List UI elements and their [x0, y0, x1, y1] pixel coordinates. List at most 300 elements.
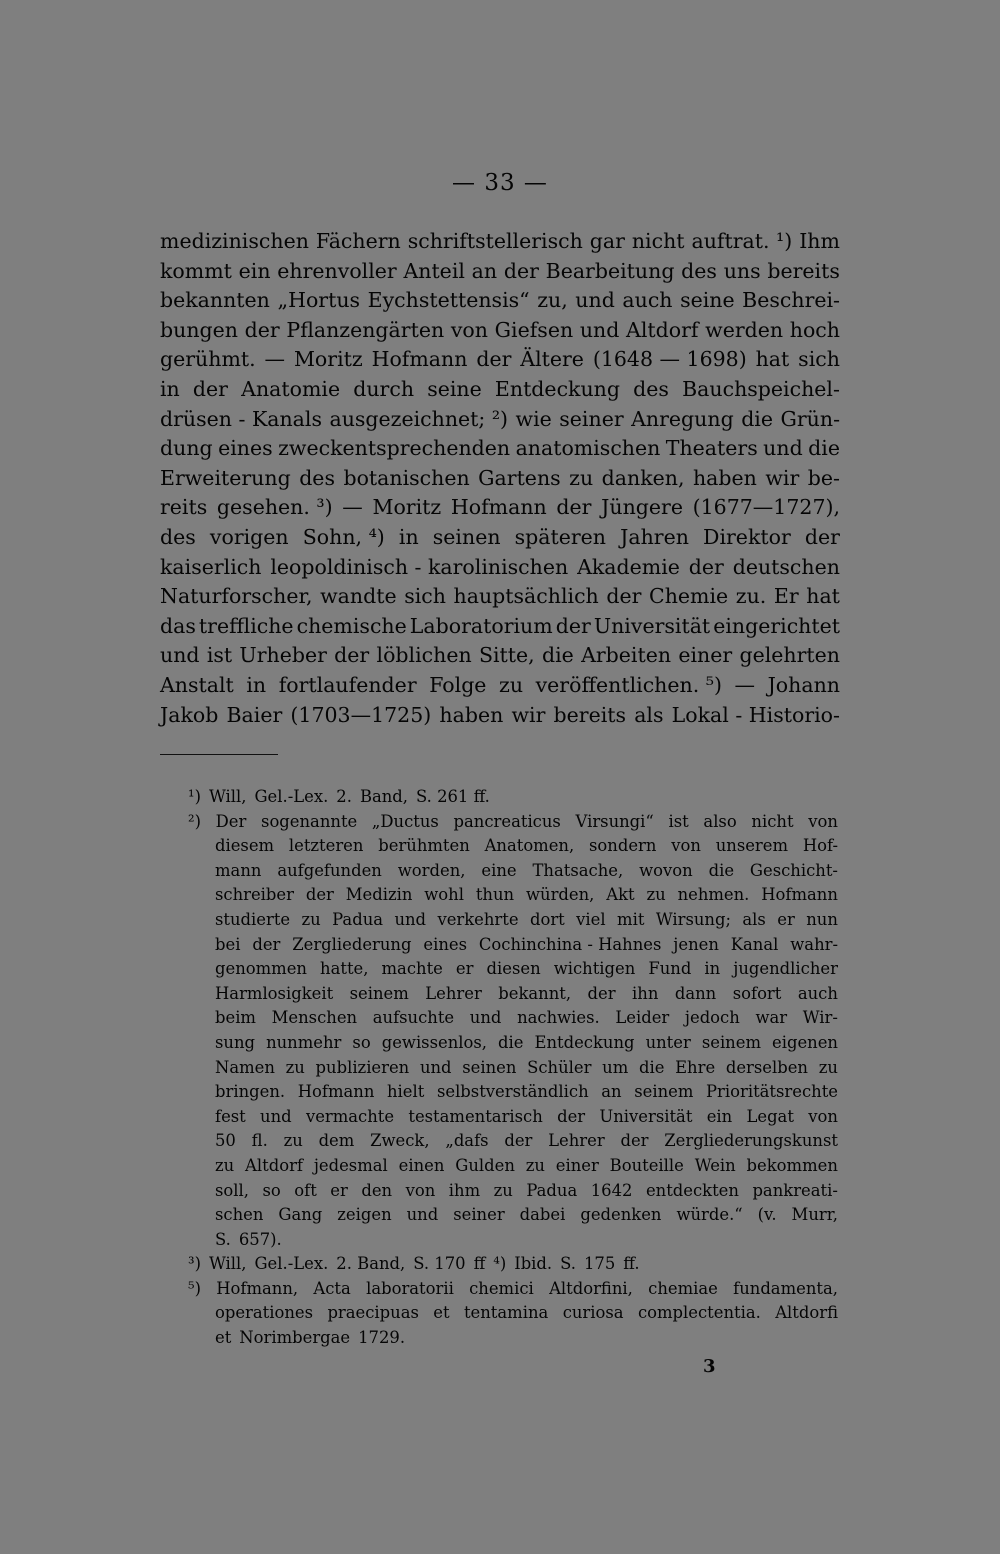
- word: Fund: [648, 959, 692, 979]
- word: Pflanzengärten: [286, 317, 445, 342]
- word: Anregung: [631, 406, 734, 431]
- word: Laboratorium: [409, 613, 553, 638]
- footnote-line: [188, 1080, 838, 1105]
- word: gerühmt.: [160, 347, 256, 372]
- word: der: [555, 613, 591, 638]
- word: Fächern: [315, 229, 401, 253]
- word: 2.: [336, 787, 352, 806]
- word: jedoch: [684, 1008, 740, 1028]
- footnote-divider: [160, 754, 278, 755]
- text-line: [160, 345, 840, 375]
- footnote-line: [188, 859, 838, 884]
- word: gewissenlos,: [381, 1032, 487, 1052]
- word: seinem: [634, 1082, 694, 1102]
- footnote-line: [188, 957, 838, 982]
- word: diesen: [486, 959, 541, 979]
- footnote-line: [188, 1252, 838, 1277]
- word: also: [703, 811, 737, 831]
- word: dort: [529, 909, 565, 929]
- word: Bearbeitung: [545, 258, 675, 283]
- word: studierte: [215, 909, 291, 929]
- word: 1642: [590, 1180, 633, 1200]
- word: Jüngere: [601, 495, 683, 520]
- word: operationes: [215, 1303, 314, 1323]
- word: Bouteille: [609, 1155, 684, 1175]
- footnote-line: [188, 1129, 838, 1154]
- word: und: [579, 317, 620, 342]
- word: wichtigen: [553, 959, 636, 979]
- word: diesem: [215, 836, 275, 856]
- word: soll,: [215, 1180, 249, 1200]
- footnote-line: [188, 1006, 838, 1031]
- word: laboratorii: [366, 1278, 454, 1298]
- word: sogenannte: [261, 811, 358, 831]
- word: hat: [755, 347, 790, 372]
- footnote-line: [188, 982, 838, 1007]
- word: als: [742, 909, 766, 929]
- word: seinen: [462, 1057, 517, 1077]
- word: zu: [301, 909, 321, 929]
- word: Entdeckung: [494, 376, 620, 401]
- footnote-line: [188, 1277, 838, 1302]
- word: Altdorf: [245, 1155, 303, 1175]
- word: die: [541, 643, 574, 668]
- footnotes: [188, 785, 838, 1351]
- word: Zergliederungskunst: [664, 1131, 838, 1151]
- word: von: [405, 1180, 436, 1200]
- word: Prioritätsrechte: [706, 1082, 838, 1102]
- word: und: [260, 1106, 292, 1126]
- word: der: [557, 1106, 586, 1126]
- word: hoch: [789, 317, 840, 342]
- word: Hofmann: [450, 495, 547, 520]
- footnote-line: [188, 1056, 838, 1081]
- word: eingerichtet: [713, 613, 840, 638]
- word: Grün-: [780, 406, 840, 431]
- word: Namen: [215, 1057, 275, 1077]
- word: (1648 — 1698): [592, 347, 747, 372]
- word: gedenken: [580, 1205, 662, 1225]
- word: wir: [765, 465, 800, 490]
- text-line: [160, 316, 840, 346]
- word: fortlaufender: [278, 672, 417, 697]
- word: 1729.: [358, 1328, 406, 1348]
- word: Menschen: [271, 1008, 358, 1028]
- footnote-line: [188, 908, 838, 933]
- word: be-: [807, 465, 840, 490]
- word: zweckentsprechenden: [278, 436, 511, 461]
- word: Medizin: [345, 885, 413, 905]
- word: hatte,: [320, 959, 369, 979]
- word: worden,: [397, 860, 466, 880]
- word: der: [804, 524, 840, 549]
- word: ihm: [448, 1180, 481, 1200]
- word: Naturforscher,: [160, 584, 313, 609]
- word: Akademie: [577, 554, 680, 579]
- word: zu: [646, 885, 666, 905]
- word: entdeckten: [645, 1180, 739, 1200]
- word: jugendlicher: [733, 959, 838, 979]
- word: an: [601, 1082, 622, 1102]
- word: Bauchspeichel-: [682, 376, 840, 401]
- word: Hofmann: [297, 1082, 375, 1102]
- word: Er: [773, 584, 799, 609]
- word: „Ductus: [371, 811, 439, 831]
- word: bekommen: [746, 1155, 838, 1175]
- word: (1703—1725): [290, 702, 432, 727]
- word: aufgefunden: [277, 860, 382, 880]
- word: zu: [283, 1131, 303, 1151]
- word: —: [342, 495, 363, 520]
- word: Padua: [526, 1180, 578, 1200]
- word: so: [352, 1032, 371, 1052]
- word: seinen: [432, 524, 501, 549]
- word: ihn: [632, 983, 659, 1003]
- word: zu,: [537, 288, 568, 313]
- word: dabei: [519, 1205, 566, 1225]
- word: mit: [617, 909, 645, 929]
- word: der: [606, 584, 642, 609]
- word: zu: [493, 1180, 513, 1200]
- word: Will,: [208, 787, 247, 806]
- footnote-line: [188, 1179, 838, 1204]
- word: von: [450, 317, 488, 342]
- word: fl.: [251, 1131, 268, 1151]
- word: gar: [589, 229, 625, 253]
- word: Wein: [694, 1155, 736, 1175]
- word: eines: [218, 436, 273, 461]
- word: —: [734, 672, 756, 697]
- word: Hof-: [802, 836, 838, 856]
- word: zu: [499, 672, 524, 697]
- word: Norimbergae: [239, 1328, 351, 1348]
- word: wir: [511, 702, 546, 727]
- footnote-line: [188, 1228, 838, 1253]
- word: 50: [215, 1131, 236, 1151]
- word: Geschicht-: [749, 860, 838, 880]
- word: und: [469, 1008, 502, 1028]
- word: wovon: [639, 860, 693, 880]
- word: haben: [692, 465, 757, 490]
- word: Entdeckung: [534, 1032, 635, 1052]
- word: Johann: [767, 672, 840, 697]
- word: 2. Band,: [336, 1254, 406, 1274]
- word: ist: [206, 643, 233, 668]
- word: Universität: [593, 613, 711, 638]
- word: hielt: [387, 1082, 425, 1102]
- word: bereits: [553, 702, 627, 727]
- main-text: [160, 227, 840, 730]
- word: Hofmann: [371, 347, 468, 372]
- word: die: [708, 860, 735, 880]
- text-line: [160, 553, 840, 583]
- word: löblichen: [376, 643, 472, 668]
- word: zu.: [735, 584, 767, 609]
- footnote-line: [188, 883, 838, 908]
- word: „dafs: [445, 1131, 489, 1151]
- word: würden,: [525, 885, 595, 905]
- word: et: [433, 1303, 450, 1323]
- word: Urheber: [239, 643, 327, 668]
- word: bereits: [767, 258, 840, 283]
- word: schreiber: [215, 885, 294, 905]
- word: Eychstettensis“: [367, 288, 530, 313]
- word: leopoldinisch - karolinischen: [270, 554, 569, 579]
- word: ⁵): [188, 1278, 201, 1298]
- word: Ihm: [799, 229, 840, 253]
- word: complectentia.: [637, 1303, 761, 1323]
- word: vermachte: [305, 1106, 395, 1126]
- word: die: [741, 406, 773, 431]
- word: ff: [473, 1254, 486, 1274]
- word: sung: [215, 1032, 256, 1052]
- word: Direktor: [703, 524, 791, 549]
- word: das: [160, 613, 196, 638]
- text-line: [160, 582, 840, 612]
- word: ehrenvoller: [277, 258, 397, 283]
- word: war: [755, 1008, 788, 1028]
- word: nachwies.: [517, 1008, 600, 1028]
- word: bekannten: [160, 288, 270, 313]
- footnote-line: [188, 1301, 838, 1326]
- word: der: [556, 495, 592, 520]
- word: Akt: [606, 885, 635, 905]
- word: seiner: [559, 406, 624, 431]
- word: S. 170: [413, 1254, 466, 1274]
- footnote-line: [188, 1105, 838, 1130]
- word: und: [394, 909, 427, 929]
- word: auch: [797, 983, 838, 1003]
- word: er: [455, 959, 474, 979]
- text-line: [160, 227, 840, 257]
- word: Schüler: [527, 1057, 592, 1077]
- word: seinem: [701, 1032, 761, 1052]
- word: uns: [723, 258, 761, 283]
- word: so: [262, 1180, 281, 1200]
- word: Der: [215, 811, 247, 831]
- word: gesehen. ³): [216, 495, 333, 520]
- word: viel: [576, 909, 606, 929]
- word: Giefsen: [494, 317, 574, 342]
- word: jedesmal: [313, 1155, 388, 1175]
- word: seinem: [349, 983, 409, 1003]
- word: ff.: [623, 1254, 640, 1274]
- word: der: [244, 317, 280, 342]
- text-line: [160, 434, 840, 464]
- word: letzteren: [288, 836, 364, 856]
- word: dann: [674, 983, 717, 1003]
- word: Hofmann,: [216, 1278, 299, 1298]
- word: fundamenta,: [733, 1278, 838, 1298]
- text-line: [160, 493, 840, 523]
- word: und: [160, 643, 200, 668]
- word: die: [638, 1057, 665, 1077]
- word: der: [587, 983, 616, 1003]
- word: Padua: [332, 909, 384, 929]
- word: einen: [398, 1155, 445, 1175]
- word: curiosa: [562, 1303, 624, 1323]
- word: Leider: [615, 1008, 670, 1028]
- word: er: [330, 1180, 348, 1200]
- footnote-line: [188, 785, 838, 810]
- text-line: [160, 464, 840, 494]
- word: Wirsung;: [655, 909, 731, 929]
- word: derselben: [725, 1057, 808, 1077]
- word: hat: [806, 584, 840, 609]
- word: botanischen: [343, 465, 470, 490]
- word: chemiae: [648, 1278, 718, 1298]
- word: Acta: [313, 1278, 351, 1298]
- word: wahr-: [790, 934, 838, 954]
- word: der: [504, 1131, 533, 1151]
- word: der: [192, 376, 228, 401]
- word: wohl: [424, 885, 464, 905]
- word: chemici: [469, 1278, 534, 1298]
- word: nunmehr: [266, 1032, 342, 1052]
- word: Beschrei-: [742, 288, 840, 313]
- word: der: [620, 1131, 649, 1151]
- word: in: [398, 524, 419, 549]
- word: von: [808, 1106, 838, 1126]
- word: Murr,: [791, 1205, 838, 1225]
- word: von: [671, 836, 701, 856]
- word: einer: [678, 643, 733, 668]
- word: „Hortus: [277, 288, 361, 313]
- word: praecipuas: [327, 1303, 419, 1323]
- text-line: [160, 286, 840, 316]
- word: Altdorf: [626, 317, 699, 342]
- text-line: [160, 701, 840, 731]
- word: Lokal - Historio-: [671, 702, 840, 727]
- word: veröffentlichen. ⁵): [535, 672, 722, 697]
- word: machte: [381, 959, 443, 979]
- word: in: [246, 672, 267, 697]
- word: dung: [160, 436, 213, 461]
- word: Chemie: [649, 584, 729, 609]
- word: wie: [515, 406, 552, 431]
- word: hauptsächlich: [453, 584, 599, 609]
- word: fest: [215, 1106, 246, 1126]
- word: pankreati-: [752, 1180, 838, 1200]
- footnote-line: [188, 1203, 838, 1228]
- word: einer: [555, 1155, 599, 1175]
- word: in: [160, 376, 180, 401]
- word: oft: [294, 1180, 317, 1200]
- word: Baier: [226, 702, 283, 727]
- word: Altdorfini,: [549, 1278, 633, 1298]
- word: der: [688, 554, 724, 579]
- text-line: [160, 257, 840, 287]
- word: (1677—1727),: [692, 495, 840, 520]
- word: haben: [439, 702, 504, 727]
- word: zu: [525, 1155, 545, 1175]
- word: nehmen.: [677, 885, 750, 905]
- word: der: [503, 258, 539, 283]
- word: Gang: [278, 1205, 323, 1225]
- footnote-line: [188, 834, 838, 859]
- word: bungen: [160, 317, 238, 342]
- word: ein: [706, 1106, 733, 1126]
- word: Gulden: [455, 1155, 515, 1175]
- word: seine: [427, 376, 482, 401]
- word: Harmlosigkeit: [215, 983, 334, 1003]
- word: Jahren: [620, 524, 689, 549]
- word: ²): [188, 811, 201, 831]
- word: der: [476, 347, 512, 372]
- word: pancreaticus: [453, 811, 561, 831]
- word: Moritz: [372, 495, 442, 520]
- footnote-line: [188, 1326, 838, 1351]
- word: zu: [215, 1155, 235, 1175]
- word: Ältere: [520, 347, 584, 372]
- word: drüsen - Kanals: [160, 406, 322, 431]
- word: treffliche: [198, 613, 294, 638]
- word: Gartens: [478, 465, 561, 490]
- word: S.: [215, 1229, 231, 1249]
- word: bringen.: [215, 1082, 286, 1102]
- word: seiner: [453, 1205, 505, 1225]
- footnote-line: [188, 933, 838, 958]
- word: Erweiterung: [160, 465, 291, 490]
- word: Anatomen,: [484, 836, 575, 856]
- word: S. 261 ff.: [416, 787, 490, 806]
- word: Sitte,: [478, 643, 535, 668]
- word: werden: [705, 317, 784, 342]
- word: die: [498, 1032, 524, 1052]
- word: würde.“: [676, 1205, 743, 1225]
- text-line: [160, 671, 840, 701]
- word: der: [305, 885, 334, 905]
- word: beim: [215, 1008, 256, 1028]
- word: des: [633, 376, 669, 401]
- word: Anteil: [403, 258, 465, 283]
- word: (v.: [757, 1205, 777, 1225]
- page-number: — 33 —: [452, 170, 548, 196]
- word: zeigen: [337, 1205, 392, 1225]
- word: zu: [569, 465, 594, 490]
- word: Universität: [599, 1106, 693, 1126]
- word: und: [575, 288, 615, 313]
- word: wandte: [320, 584, 397, 609]
- word: reits: [160, 495, 208, 520]
- word: an: [471, 258, 498, 283]
- footnote-line: [188, 1154, 838, 1179]
- word: danken,: [601, 465, 685, 490]
- word: durch: [353, 376, 415, 401]
- word: eines: [423, 934, 467, 954]
- footnote-line: [188, 810, 838, 835]
- word: Altdorfi: [775, 1303, 838, 1323]
- word: Virsungi“: [575, 811, 654, 831]
- word: et: [215, 1328, 232, 1348]
- word: späteren: [514, 524, 607, 549]
- word: sofort: [732, 983, 782, 1003]
- word: aufsuchte: [372, 1008, 455, 1028]
- word: und: [763, 436, 803, 461]
- word: ¹): [188, 787, 201, 806]
- word: nun: [806, 909, 838, 929]
- word: sondern: [589, 836, 657, 856]
- word: unserem: [715, 836, 789, 856]
- word: dem: [318, 1131, 355, 1151]
- word: des: [299, 465, 335, 490]
- word: Lehrer: [548, 1131, 605, 1151]
- word: des: [681, 258, 717, 283]
- word: Will,: [208, 1254, 247, 1274]
- text-line: [160, 523, 840, 553]
- word: Zweck,: [370, 1131, 430, 1151]
- word: —: [264, 347, 286, 372]
